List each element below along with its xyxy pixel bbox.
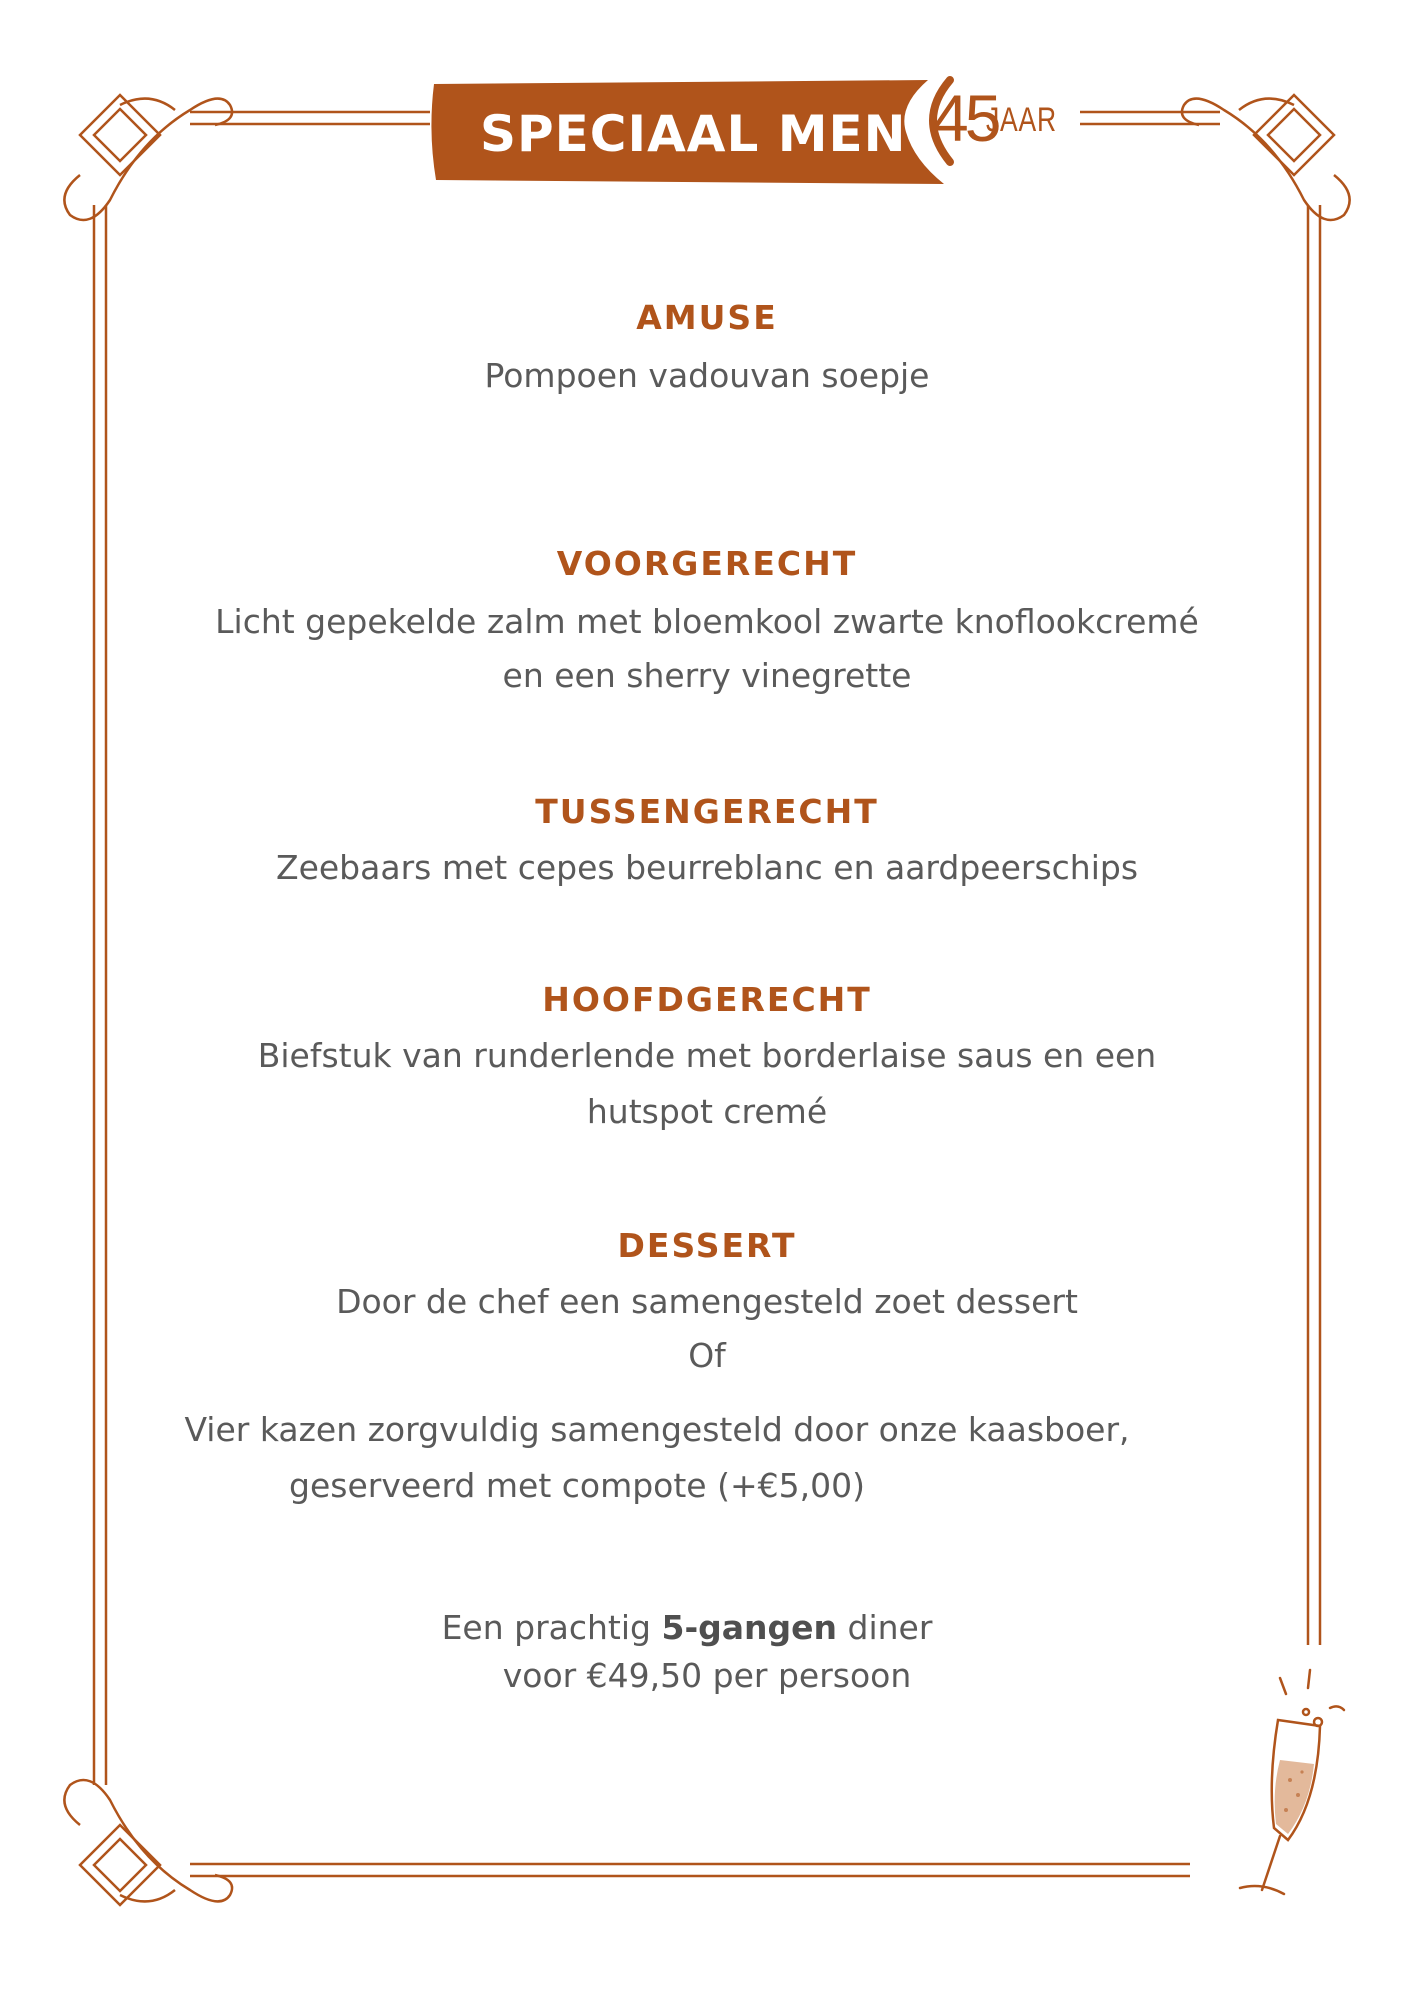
course-heading-amuse: AMUSE xyxy=(636,298,778,337)
course-line: Of xyxy=(688,1336,726,1375)
course-line: hutspot cremé xyxy=(586,1092,828,1131)
course-heading-voorgerecht: VOORGERECHT xyxy=(556,544,858,583)
price-suffix: diner xyxy=(847,1608,933,1647)
course-line: Vier kazen zorgvuldig samengesteld door onze kaasboer, xyxy=(184,1410,1130,1449)
menu-title: SPECIAAL MENU xyxy=(480,105,949,163)
corner-ornament-top-right xyxy=(1182,95,1350,220)
course-heading-tussengerecht: TUSSENGERECHT xyxy=(535,792,879,831)
course-line: en een sherry vinegrette xyxy=(502,656,912,695)
course-heading-dessert: DESSERT xyxy=(617,1226,797,1265)
header-banner xyxy=(428,76,948,188)
course-line: Pompoen vadouvan soepje xyxy=(484,356,930,395)
badge-word: JAAR xyxy=(986,101,1057,139)
price-line-2: voor €49,50 per persoon xyxy=(502,1656,912,1695)
course-heading-hoofdgerecht: HOOFDGERECHT xyxy=(542,980,872,1019)
course-count: 5-gangen xyxy=(661,1608,838,1647)
anniversary-badge xyxy=(910,70,1070,170)
price-prefix: Een prachtig xyxy=(441,1608,651,1647)
price-line-1 xyxy=(130,1606,1244,1650)
course-line: Biefstuk van runderlende met borderlaise saus en een xyxy=(257,1036,1157,1075)
badge-number: 45 xyxy=(932,81,998,155)
corner-ornament-top-left xyxy=(64,95,232,220)
course-line: Door de chef een samengesteld zoet dessert xyxy=(336,1282,1078,1321)
course-line: Licht gepekelde zalm met bloemkool zwarte knoflookcremé xyxy=(215,602,1199,641)
course-line: geserveerd met compote (+€5,00) xyxy=(289,1466,865,1505)
corner-ornament-bottom-left xyxy=(64,1780,232,1905)
champagne-glass-icon xyxy=(1210,1660,1360,1900)
course-line: Zeebaars met cepes beurreblanc en aardpeerschips xyxy=(275,848,1139,887)
